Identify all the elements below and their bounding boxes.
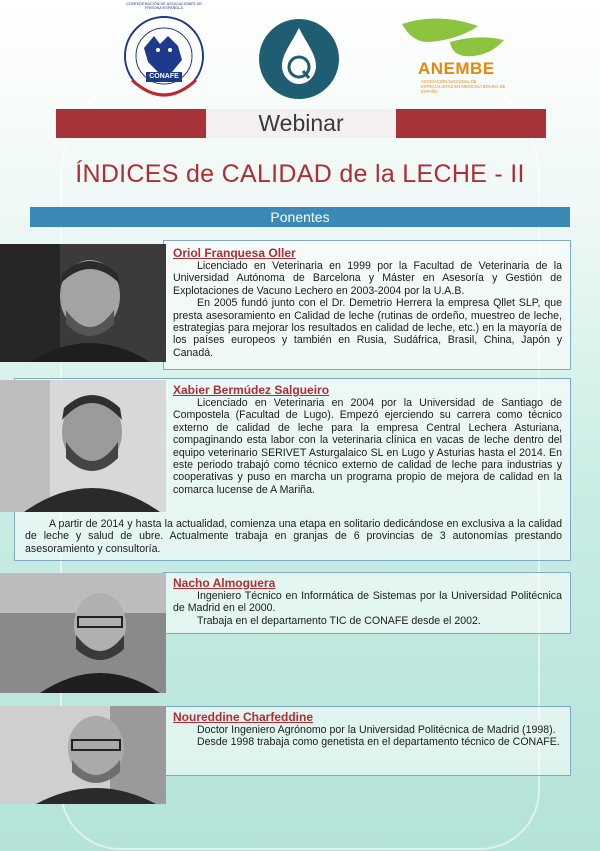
speaker-name: Noureddine Charfeddine xyxy=(173,710,314,724)
speaker-bio-paragraph: Desde 1998 trabaja como genetista en el departamento técnico de CONAFE. xyxy=(197,736,560,749)
speaker-bio-paragraph: Licenciado en Veterinaria en 1999 por la Facultad de Veterinaria de la Universidad Autónoma de Barcelona y Máster en Asesoría y Gestión de Explotaciones de Vacuno Lechero en 2003-2004 por la U.A.B. xyxy=(173,260,562,297)
conafe-logo xyxy=(120,14,208,104)
speaker-card-3 xyxy=(163,572,571,634)
speaker-name: Oriol Franquesa Oller xyxy=(173,246,296,260)
speaker-photo-1 xyxy=(0,244,166,362)
speaker-name: Nacho Almoguera xyxy=(173,576,276,590)
speaker-name: Xabier Bermúdez Salgueiro xyxy=(173,383,330,397)
speaker-bio-paragraph: A partir de 2014 y hasta la actualidad, comienza una etapa en solitario dedicándose en exclusiva a la calidad de leche y salud de ubre. Actualmente trabaja en granjas de 6 provincias de 3 autonomías prestando asesoramiento y consultoría. xyxy=(25,518,562,555)
speaker-bio-paragraph: Licenciado en Veterinaria en 2004 por la Universidad de Santiago de Compostela (Facultad de Lugo). Empezó ejerciendo su carrera como técnico externo de calidad de leche para la empresa Central Lechera Asturiana, compaginando esta labor con la veterinaria clínica en vacas de leche dentro del equipo veterinario SERIVET Asturgalaico SL en Lugo y Asturias hasta el 2014. En este periodo trabajó como técnico externo de calidad de leche para industrias y cooperativas y puso en marcha un programa propio de mejora de calidad en la comarca lucense de A Mariña. xyxy=(173,397,562,496)
speaker-photo-4 xyxy=(0,706,166,804)
webinar-banner xyxy=(56,109,546,138)
speaker-bio-paragraph: Ingeniero Técnico en Informática de Sistemas por la Universidad Politécnica de Madrid en el 2000. xyxy=(173,590,562,615)
anembe-title: ANEMBE xyxy=(418,59,495,78)
ponentes-header: Ponentes xyxy=(30,207,570,227)
page-title: ÍNDICES de CALIDAD de la LECHE - II xyxy=(75,160,525,188)
anembe-subtitle: ASOCIACIÓN NACIONAL DE ESPECIALISTAS EN MEDICINA BOVINA DE ESPAÑA xyxy=(421,79,506,94)
conafe-logo-text: CONAFE xyxy=(149,73,179,80)
webinar-label: Webinar xyxy=(206,109,396,138)
speaker-photo-3 xyxy=(0,573,166,693)
speaker-photo-2 xyxy=(0,380,166,512)
speaker-card-4 xyxy=(163,706,571,776)
qllet-logo xyxy=(258,18,340,100)
conafe-ring-text: CONFEDERACIÓN DE ASOCIACIONES DE FRISONA ESPAÑOLA xyxy=(126,2,202,10)
speaker-bio-paragraph: Trabaja en el departamento TIC de CONAFE desde el 2002. xyxy=(197,614,481,627)
speaker-bio-paragraph: En 2005 fundó junto con el Dr. Demetrio Herrera la empresa Qllet SLP, que presta asesoramiento en Calidad de leche (rutinas de ordeño, muestreo de leche, estrategias para mejorar los resultados en calidad de leche, etc.) en la mayoría de los países europeos y también en Rusia, Sudáfrica, Brasil, China, Japón y Canadá. xyxy=(173,297,562,359)
speaker-bio-paragraph: Doctor Ingeniero Agrónomo por la Universidad Politécnica de Madrid (1998). xyxy=(197,724,556,736)
speaker-card-1 xyxy=(163,240,571,370)
